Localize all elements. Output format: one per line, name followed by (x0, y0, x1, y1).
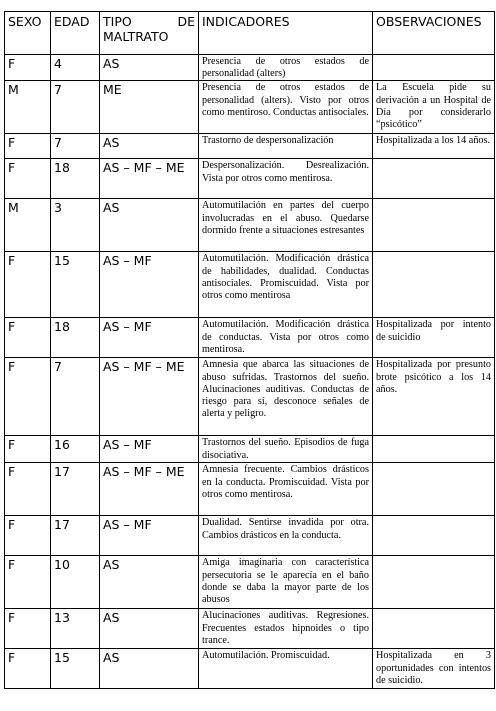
cell-edad: 18 (51, 159, 100, 199)
header-row (5, 12, 495, 55)
cell-indicadores: Automutilación. Modificación drástica de conductas. Vista por otros como mentirosa. (199, 318, 373, 358)
cell-tipo: AS (100, 556, 199, 609)
cell-tipo: AS (100, 55, 199, 81)
cell-indicadores: Presencia de otros estados de personalidad (alters). Visto por otros como mentiroso. Conductas antisociales. (199, 81, 373, 134)
cell-indicadores: Presencia de otros estados de personalidad (alters) (199, 55, 373, 81)
cell-indicadores: Amiga imaginaria con característica persecutoria se le aparecía en el baño donde se daba la mayor parte de los abusos (199, 556, 373, 609)
table-row (5, 55, 495, 81)
cell-edad: 18 (51, 318, 100, 358)
cell-observaciones (373, 436, 495, 463)
cell-observaciones: Hospitalizada en 3 oportunidades con intentos de suicidio. (373, 649, 495, 689)
cell-sexo: F (5, 649, 51, 689)
table-row (5, 463, 495, 516)
table-row (5, 81, 495, 134)
cell-observaciones (373, 55, 495, 81)
cell-indicadores: Automutilación. Promiscuidad. (199, 649, 373, 689)
cell-sexo: F (5, 556, 51, 609)
cell-edad: 3 (51, 199, 100, 252)
cell-observaciones: Hospitalizada a los 14 años. (373, 134, 495, 159)
header-edad: EDAD (51, 12, 100, 55)
table-row (5, 556, 495, 609)
cell-sexo: F (5, 516, 51, 556)
cell-edad: 4 (51, 55, 100, 81)
case-table (4, 11, 495, 689)
cell-edad: 15 (51, 252, 100, 318)
cell-observaciones: Hospitalizada por presunto brote psicótico a los 14 años. (373, 358, 495, 436)
table-row (5, 436, 495, 463)
cell-edad: 15 (51, 649, 100, 689)
cell-observaciones: Hospitalizada por intento de suicidio (373, 318, 495, 358)
cell-indicadores: Despersonalización. Desrealización. Vista por otros como mentirosa. (199, 159, 373, 199)
header-tipo: TIPO DE MALTRATO (100, 12, 199, 55)
cell-sexo: F (5, 159, 51, 199)
cell-sexo: F (5, 609, 51, 649)
table-row (5, 649, 495, 689)
cell-indicadores: Amnesia que abarca las situaciones de abuso sufridas. Trastornos del sueño. Alucinaciones auditivas. Conductas de riesgo para sí, desconoce señales de alerta y peligro. (199, 358, 373, 436)
cell-sexo: F (5, 55, 51, 81)
table-row (5, 159, 495, 199)
header-observaciones: OBSERVACIONES (373, 12, 495, 55)
cell-observaciones (373, 252, 495, 318)
cell-edad: 17 (51, 516, 100, 556)
cell-sexo: F (5, 252, 51, 318)
table-row (5, 516, 495, 556)
cell-sexo: F (5, 436, 51, 463)
table-row (5, 199, 495, 252)
cell-sexo: M (5, 199, 51, 252)
cell-tipo: AS – MF – ME (100, 159, 199, 199)
table-row (5, 318, 495, 358)
cell-sexo: F (5, 318, 51, 358)
cell-observaciones (373, 609, 495, 649)
cell-indicadores: Trastornos del sueño. Episodios de fuga disociativa. (199, 436, 373, 463)
cell-edad: 16 (51, 436, 100, 463)
cell-indicadores: Trastorno de despersonalización (199, 134, 373, 159)
cell-tipo: AS (100, 649, 199, 689)
table-row (5, 252, 495, 318)
cell-observaciones (373, 556, 495, 609)
cell-tipo: AS (100, 134, 199, 159)
cell-tipo: AS – MF (100, 318, 199, 358)
cell-indicadores: Automutilación en partes del cuerpo involucradas en el abuso. Quedarse dormido frente a situaciones estresantes (199, 199, 373, 252)
cell-observaciones: La Escuela pide su derivación a un Hospital de Día por considerarlo “psicótico” (373, 81, 495, 134)
cell-edad: 10 (51, 556, 100, 609)
cell-tipo: AS – MF – ME (100, 358, 199, 436)
cell-tipo: AS – MF (100, 516, 199, 556)
cell-edad: 7 (51, 358, 100, 436)
cell-tipo: AS – MF (100, 252, 199, 318)
cell-indicadores: Automutilación. Modificación drástica de habilidades, dualidad. Conductas antisociales. Promiscuidad. Vista por otros como mentirosa (199, 252, 373, 318)
cell-tipo: ME (100, 81, 199, 134)
cell-observaciones (373, 159, 495, 199)
cell-tipo: AS (100, 609, 199, 649)
cell-sexo: F (5, 134, 51, 159)
cell-sexo: F (5, 358, 51, 436)
cell-edad: 7 (51, 134, 100, 159)
cell-tipo: AS – MF – ME (100, 463, 199, 516)
cell-edad: 7 (51, 81, 100, 134)
table-row (5, 358, 495, 436)
table-row (5, 134, 495, 159)
table-row (5, 609, 495, 649)
cell-edad: 17 (51, 463, 100, 516)
header-sexo: SEXO (5, 12, 51, 55)
cell-observaciones (373, 199, 495, 252)
cell-sexo: M (5, 81, 51, 134)
cell-sexo: F (5, 463, 51, 516)
cell-indicadores: Dualidad. Sentirse invadida por otra. Cambios drásticos en la conducta. (199, 516, 373, 556)
header-indicadores: INDICADORES (199, 12, 373, 55)
cell-observaciones (373, 516, 495, 556)
cell-tipo: AS (100, 199, 199, 252)
cell-indicadores: Amnesia frecuente. Cambios drásticos en la conducta. Promiscuidad. Vista por otros como mentirosa. (199, 463, 373, 516)
cell-tipo: AS – MF (100, 436, 199, 463)
cell-observaciones (373, 463, 495, 516)
table-body (5, 55, 495, 689)
cell-indicadores: Alucinaciones auditivas. Regresiones. Frecuentes estados hipnoides o tipo trance. (199, 609, 373, 649)
cell-edad: 13 (51, 609, 100, 649)
